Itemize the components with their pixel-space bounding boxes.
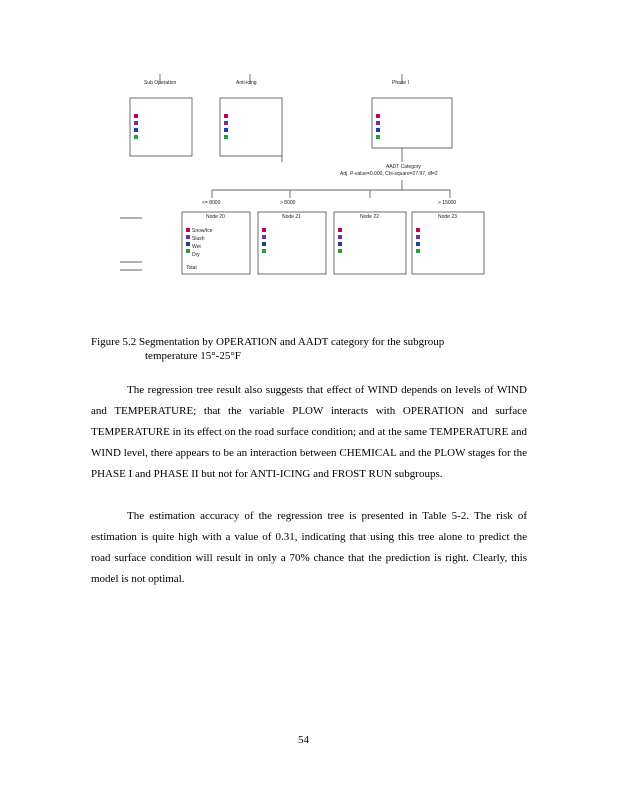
legend-swatch-dry	[338, 249, 342, 253]
legend-swatch-snow	[376, 114, 380, 118]
tree-row-snow: Snow/Ice	[192, 228, 213, 234]
tree-row-wet: Wet	[192, 244, 201, 250]
regression-tree-figure	[120, 72, 490, 282]
tree-leaf-node-d: Node 23	[438, 214, 457, 220]
legend-swatch-slush	[262, 235, 266, 239]
tree-split-variable: AADT Category	[386, 164, 421, 170]
tree-node-box	[130, 98, 192, 156]
legend-swatch-wet	[262, 242, 266, 246]
tree-node-box	[220, 98, 282, 156]
legend-swatch-dry	[262, 249, 266, 253]
legend-swatch-wet	[376, 128, 380, 132]
tree-node-box	[258, 212, 326, 274]
tree-leaf-node-a: Node 20	[206, 214, 225, 220]
legend-swatch-wet	[416, 242, 420, 246]
figure-caption-line2: temperature 15°-25°F	[145, 350, 241, 362]
legend-swatch-snow	[262, 228, 266, 232]
legend-swatch-dry	[224, 135, 228, 139]
body-paragraph-2: The estimation accuracy of the regression tree is presented in Table 5-2. The risk of estimation is quite high with a value of 0.31, indicating that using this tree alone to predict the road surface condition will result in only a 70% chance that the prediction is right. Clearly, this model is not optimal.	[91, 510, 527, 585]
legend-swatch-dry	[186, 249, 190, 253]
legend-swatch-snow	[338, 228, 342, 232]
tree-row-dry: Dry	[192, 252, 200, 258]
legend-swatch-slush	[224, 121, 228, 125]
legend-swatch-wet	[186, 242, 190, 246]
legend-swatch-slush	[186, 235, 190, 239]
legend-swatch-slush	[134, 121, 138, 125]
legend-swatch-dry	[376, 135, 380, 139]
tree-branch-mid: > 8000	[280, 200, 296, 206]
tree-label-phase-i: Phase I	[392, 80, 409, 86]
tree-diagram-lines	[120, 72, 490, 282]
tree-label-anti-icing: Anti-icing	[236, 80, 257, 86]
tree-row-slush: Slush	[192, 236, 205, 242]
tree-node-box	[372, 98, 452, 148]
legend-swatch-snow	[416, 228, 420, 232]
tree-leaf-node-c: Node 22	[360, 214, 379, 220]
page-number: 54	[298, 734, 309, 746]
legend-swatch-slush	[338, 235, 342, 239]
body-paragraph-1: The regression tree result also suggests that effect of WIND depends on levels of WIND and TEMPERATURE; that the variable PLOW interacts with OPERATION and surface TEMPERATURE in its effect on the road surface condition; and at the same TEMPERATURE and WIND level, there appears to be an interaction between CHEMICAL and the PLOW stages for the PHASE I and PHASE II but not for ANTI-ICING and FROST RUN subgroups.	[91, 384, 527, 480]
legend-swatch-dry	[134, 135, 138, 139]
legend-swatch-wet	[338, 242, 342, 246]
tree-row-total: Total	[186, 265, 197, 271]
tree-split-values: Adj. P-value=0.000, Chi-square=27.97, df=2	[340, 171, 438, 177]
tree-label-sub-operation: Sub Operation	[144, 80, 177, 86]
legend-swatch-dry	[416, 249, 420, 253]
figure-caption	[91, 335, 511, 363]
tree-branch-low: <= 8000	[202, 200, 221, 206]
figure-caption-line1: Figure 5.2 Segmentation by OPERATION and AADT category for the subgroup	[91, 336, 445, 348]
legend-swatch-wet	[134, 128, 138, 132]
legend-swatch-snow	[224, 114, 228, 118]
legend-swatch-slush	[416, 235, 420, 239]
tree-branch-high: > 15000	[438, 200, 457, 206]
tree-node-box	[334, 212, 406, 274]
legend-swatch-snow	[186, 228, 190, 232]
legend-swatch-snow	[134, 114, 138, 118]
legend-swatch-slush	[376, 121, 380, 125]
tree-node-box	[412, 212, 484, 274]
tree-leaf-node-b: Node 21	[282, 214, 301, 220]
legend-swatch-wet	[224, 128, 228, 132]
